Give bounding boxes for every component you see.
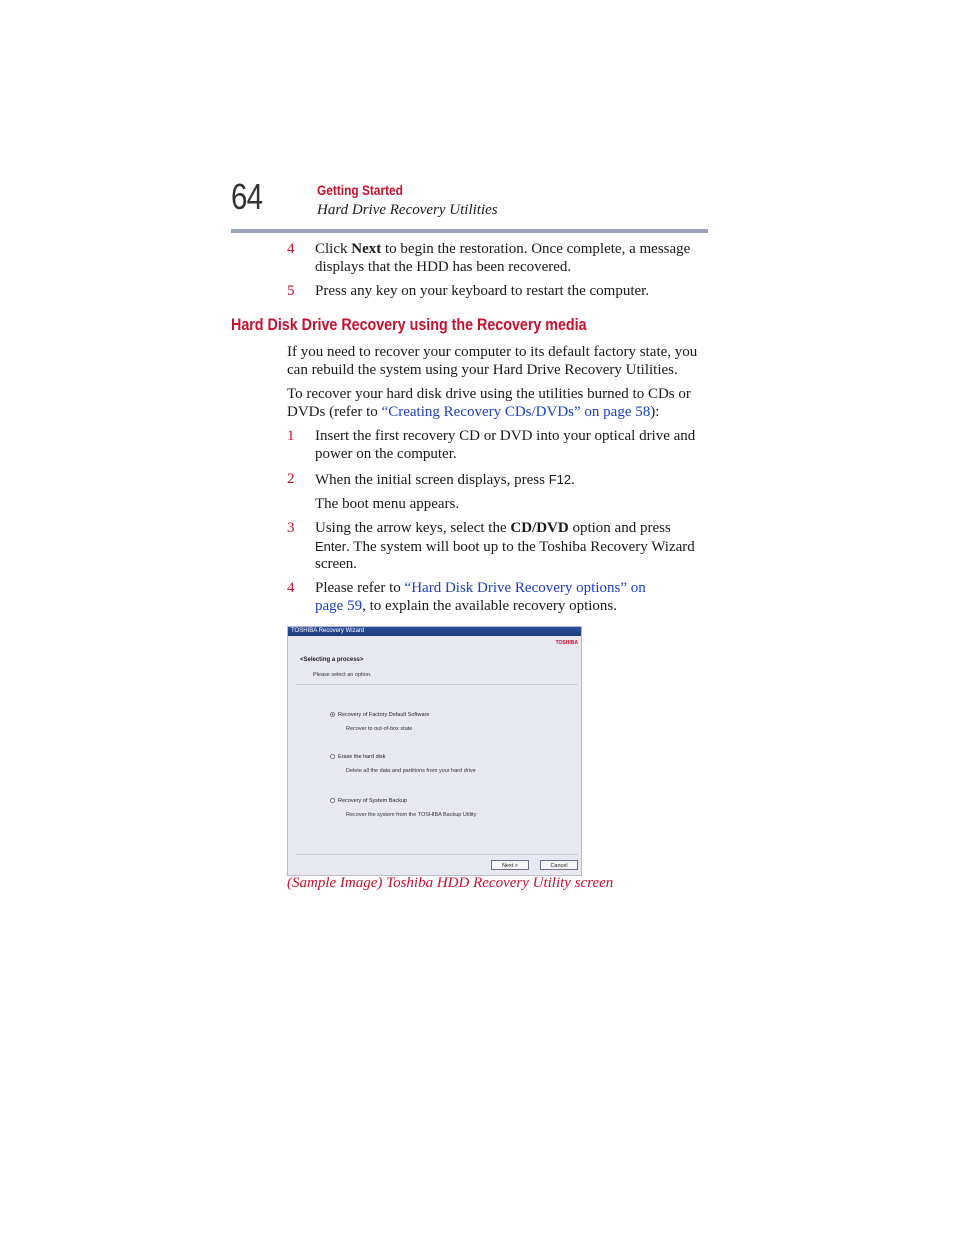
step-text: Using the arrow keys, select the CD/DVD option and press Enter. The system will boot up to the Toshiba Recovery Wizard screen.: [315, 520, 695, 572]
key-f12: F12: [548, 472, 572, 487]
step-text: Press any key on your keyboard to restart the computer.: [315, 283, 650, 299]
step-number: 3: [287, 520, 295, 536]
option-desc: Delete all the data and partitions from your hard drive: [346, 768, 476, 774]
step-text: When the initial screen displays, press F12.: [315, 472, 575, 488]
step-4-next: [287, 241, 707, 277]
step-4-refer: [287, 580, 707, 616]
step-number: 5: [287, 283, 295, 299]
radio-icon[interactable]: [330, 798, 335, 803]
section-heading: Hard Disk Drive Recovery using the Recovery media: [231, 315, 587, 334]
step-number: 4: [287, 580, 295, 596]
wizard-title-bar: TOSHIBA Recovery Wizard: [288, 627, 581, 636]
intro-paragraph: If you need to recover your computer to its default factory state, you can rebuild the system using your Hard Drive Recovery Utilities.: [287, 344, 698, 378]
option-desc: Recover the system from the TOSHIBA Backup Utility: [346, 812, 477, 818]
next-button[interactable]: Next >: [491, 860, 529, 870]
toshiba-logo: TOSHIBA: [555, 640, 578, 646]
cancel-button[interactable]: Cancel: [540, 860, 578, 870]
boot-menu-note: [287, 496, 707, 514]
step-3-select-cd: [287, 520, 707, 574]
step-number: 1: [287, 428, 295, 444]
wizard-prompt: Please select an option.: [313, 672, 372, 678]
recovery-options-link[interactable]: “Hard Disk Drive Recovery options” on page 59: [315, 580, 646, 614]
step-text: The boot menu appears.: [315, 496, 460, 512]
section-title: Hard Drive Recovery Utilities: [317, 202, 498, 218]
step-text: Please refer to “Hard Disk Drive Recovery options” on page 59, to explain the available recovery options.: [315, 580, 646, 614]
key-enter: Enter: [315, 538, 347, 554]
chapter-title: Getting Started: [317, 182, 403, 198]
step-number: 2: [287, 471, 295, 487]
option-factory-default[interactable]: Recovery of Factory Default Software: [330, 712, 429, 718]
option-system-backup[interactable]: Recovery of System Backup: [330, 798, 407, 804]
option-erase-disk[interactable]: Erase the hard disk: [330, 754, 385, 760]
step-number: 4: [287, 241, 295, 257]
step-5-restart: [287, 283, 707, 301]
recovery-wizard-screenshot: [287, 626, 582, 876]
radio-selected-icon[interactable]: [330, 712, 335, 717]
step-text: Click Next to begin the restoration. Once complete, a message displays that the HDD has been recovered.: [315, 241, 691, 275]
header-rule: [231, 229, 708, 233]
wizard-divider: [296, 684, 578, 685]
step-2-press-f12: [287, 471, 707, 489]
step-1-insert: [287, 428, 707, 464]
wizard-heading: <Selecting a process>: [300, 657, 364, 663]
option-desc: Recover to out-of-box state: [346, 726, 413, 732]
radio-icon[interactable]: [330, 754, 335, 759]
page-number: 64: [231, 176, 263, 217]
step-text: Insert the first recovery CD or DVD into your optical drive and power on the computer.: [315, 428, 696, 462]
figure-caption: (Sample Image) Toshiba HDD Recovery Utility screen: [287, 875, 614, 891]
creating-recovery-link[interactable]: “Creating Recovery CDs/DVDs” on page 58: [381, 403, 651, 420]
wizard-footer-divider: [296, 854, 578, 855]
refer-paragraph: To recover your hard disk drive using the utilities burned to CDs or DVDs (refer to “Creating Recovery CDs/DVDs” on page 58):: [287, 386, 691, 420]
